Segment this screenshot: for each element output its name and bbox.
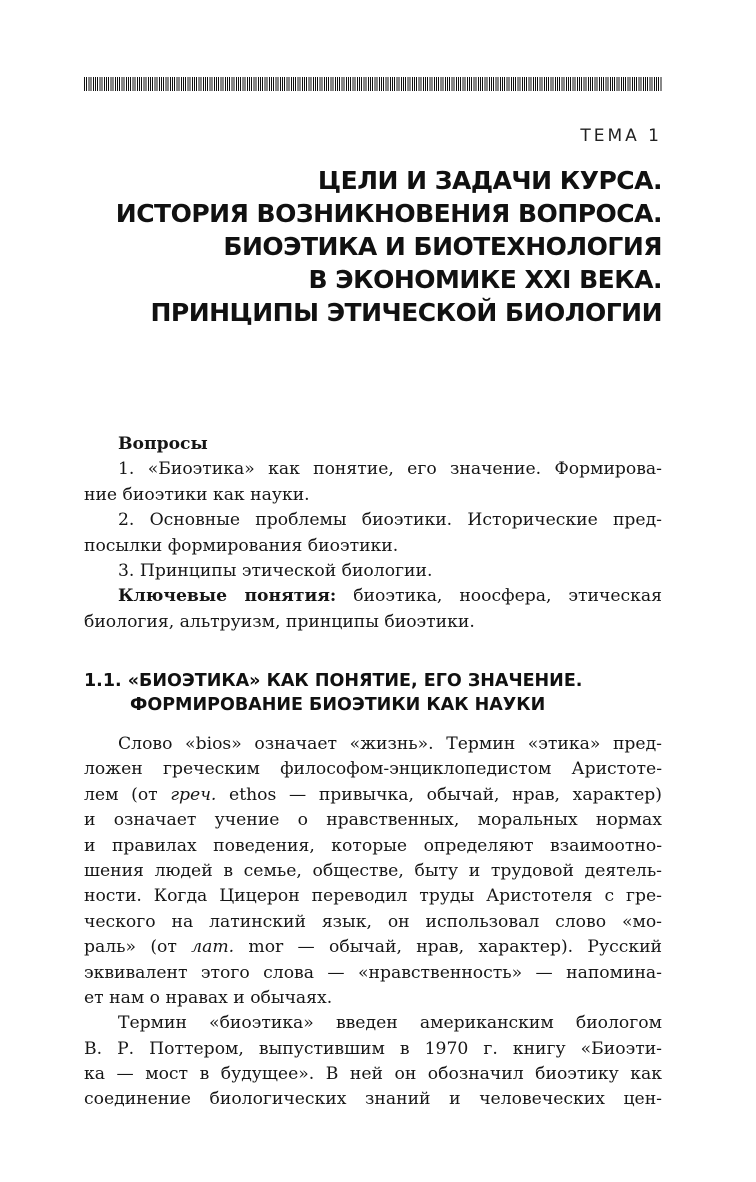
question-line: ние биоэтики как науки. [84,484,310,505]
decorative-barcode-rule [84,77,662,91]
text-fragment: mor — обычай, нрав, характер). Русский [234,937,662,958]
text-fragment: лем (от [84,784,171,805]
text-line: ложен греческим философом-энциклопедистом Аристоте- [84,759,662,780]
text-line: ности. Когда Цицерон переводил труды Аристотеля с гре- [84,886,662,907]
text-line: ческого на латинский язык, он использовал слово «мо- [84,911,662,932]
key-concepts-line [84,584,662,609]
question-line: 1. «Биоэтика» как понятие, его значение. Формирова- [118,459,662,480]
topic-label: ТЕМА 1 [580,126,662,146]
title-line: БИОЭТИКА И БИОТЕХНОЛОГИЯ [223,232,662,261]
text-line: соединение биологических знаний и человеческих цен- [84,1089,662,1110]
text-line: В. Р. Поттером, выпустившим в 1970 г. книгу «Биоэти- [84,1038,662,1059]
key-concepts-line: биология, альтруизм, принципы биоэтики. [84,611,475,632]
questions-heading: Вопросы [118,434,208,454]
text-line: Слово «bios» означает «жизнь». Термин «этика» пред- [118,734,662,754]
text-line: и означает учение о нравственных, моральных нормах [84,810,662,831]
question-line: 2. Основные проблемы биоэтики. Исторические пред- [118,510,662,531]
question-line: посылки формирования биоэтики. [84,535,399,556]
text-line: и правилах поведения, которые определяют взаимоотно- [84,835,662,856]
title-line: ЦЕЛИ И ЗАДАЧИ КУРСА. [317,166,662,195]
text-fragment: ethos — привычка, обычай, нрав, характер) [216,784,662,805]
text-line: эквивалент этого слова — «нравственность» — напомина- [84,962,662,983]
text-line: Термин «биоэтика» введен американским биологом [118,1013,662,1034]
section-heading-line: 1.1. «БИОЭТИКА» КАК ПОНЯТИЕ, ЕГО ЗНАЧЕНИЕ. [84,671,583,691]
section-heading [84,669,662,717]
title-line: ИСТОРИЯ ВОЗНИКНОВЕНИЯ ВОПРОСА. [115,199,662,228]
text-line [84,935,662,960]
title-line: В ЭКОНОМИКЕ XXI ВЕКА. [308,265,662,294]
key-concepts-text: биоэтика, ноосфера, этическая [336,586,662,607]
section-heading-line: ФОРМИРОВАНИЕ БИОЭТИКИ КАК НАУКИ [130,695,546,715]
text-line: шения людей в семье, обществе, быту и трудовой деятель- [84,860,662,881]
italic-abbrev: лат. [191,937,235,958]
title-line: ПРИНЦИПЫ ЭТИЧЕСКОЙ БИОЛОГИИ [150,298,662,327]
text-line [84,783,662,808]
text-line: ет нам о нравах и обычаях. [84,987,333,1008]
question-line: 3. Принципы этической биологии. [118,560,433,581]
italic-abbrev: греч. [170,784,217,805]
chapter-title [60,164,662,329]
text-fragment: раль» (от [84,937,192,958]
key-concepts-label: Ключевые понятия: [118,586,337,607]
questions-block [84,432,662,635]
body-text [84,732,662,1113]
text-line: ка — мост в будущее». В ней он обозначил биоэтику как [84,1064,662,1085]
